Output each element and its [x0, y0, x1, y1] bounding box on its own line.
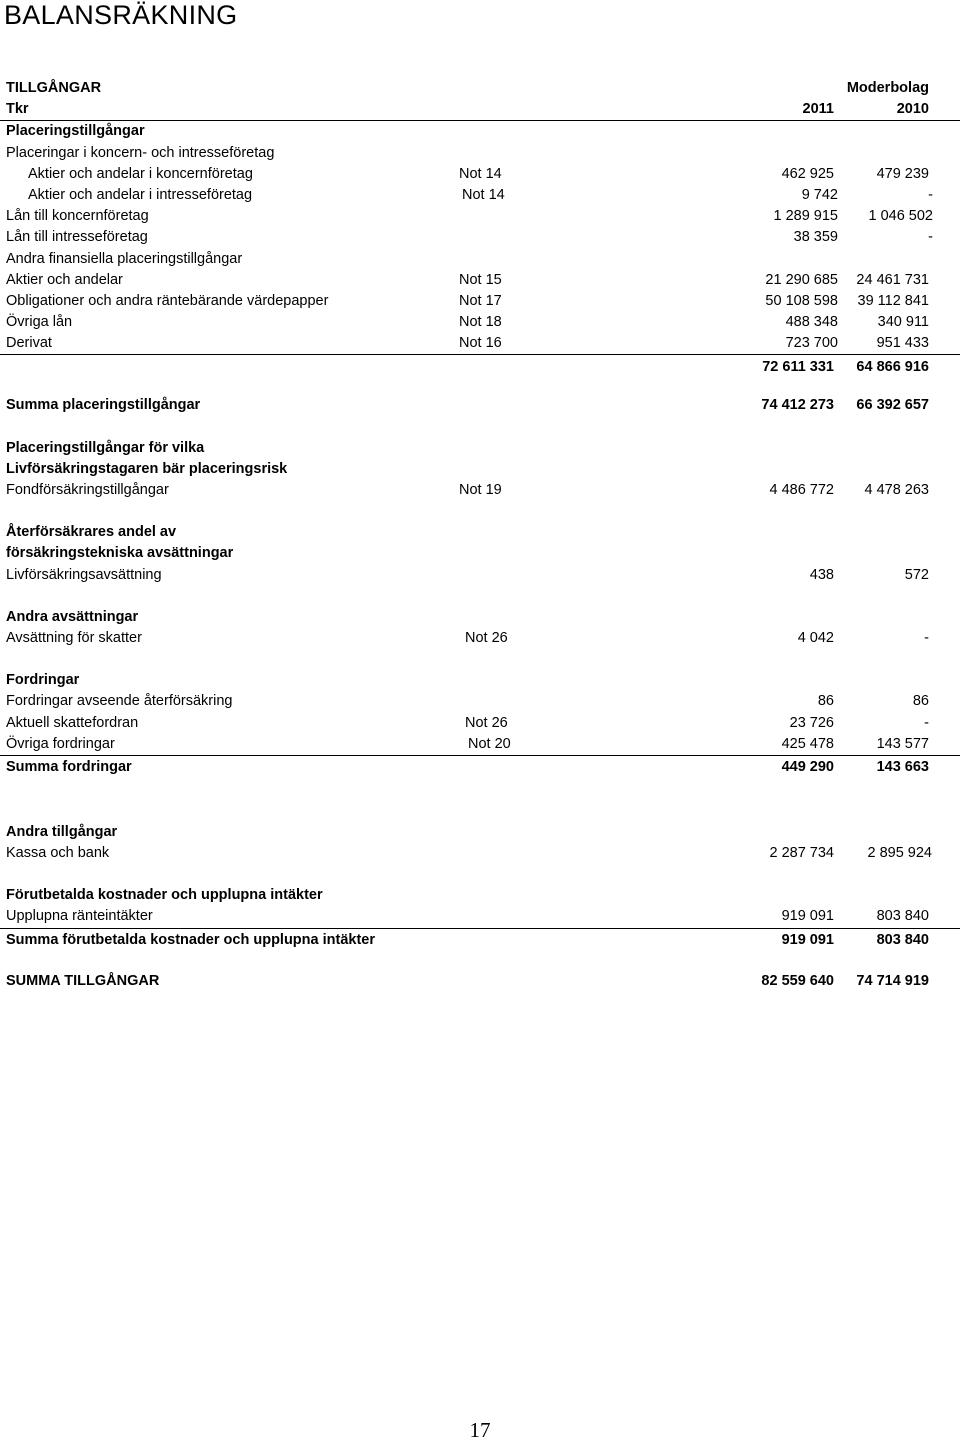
value-2011: 4 486 772	[769, 482, 834, 498]
value-2010: -	[924, 629, 929, 646]
table-row	[0, 713, 960, 734]
value-2011: 1 289 915	[773, 208, 838, 225]
subtotal-row	[0, 355, 960, 379]
section-heading: TILLGÅNGAR	[6, 80, 102, 96]
row-label: Obligationer och andra räntebärande värdepapper	[6, 292, 329, 309]
table-row	[0, 333, 960, 355]
note-reference: Not 14	[459, 165, 502, 182]
total-row	[0, 395, 960, 416]
table-row	[0, 227, 960, 248]
value-2011: 23 726	[789, 714, 834, 731]
value-2010: 39 112 841	[857, 292, 929, 309]
total-row	[0, 929, 960, 953]
row-label: Övriga lån	[6, 314, 73, 331]
table-row	[0, 185, 960, 206]
table-row	[0, 291, 960, 312]
company-heading: Moderbolag	[846, 80, 929, 96]
group-heading	[0, 670, 960, 691]
row-label: Summa fordringar	[6, 758, 132, 775]
row-label: Fordringar avseende återförsäkring	[6, 693, 233, 710]
value-2010: 803 840	[876, 908, 929, 925]
subgroup-heading	[0, 249, 960, 270]
table-row	[0, 691, 960, 712]
row-label: Upplupna ränteintäkter	[6, 908, 153, 925]
value-2011: 4 042	[797, 629, 834, 646]
table-row	[0, 843, 960, 864]
value-2010: 4 478 263	[864, 482, 929, 498]
total-2011: 74 412 273	[761, 397, 834, 414]
value-2010: 143 577	[876, 735, 929, 752]
row-label: Placeringstillgångar för vilka	[6, 439, 205, 456]
table-row	[0, 480, 960, 501]
row-label: Aktuell skattefordran	[6, 714, 139, 731]
balance-sheet-table	[0, 78, 960, 992]
note-reference: Not 18	[459, 314, 502, 331]
year-2010-heading: 2010	[896, 101, 929, 118]
row-label: Lån till koncernföretag	[6, 208, 149, 225]
total-2011: 449 290	[781, 758, 834, 775]
row-label: Aktier och andelar i intresseföretag	[28, 186, 253, 203]
table-row	[0, 164, 960, 185]
row-label: Övriga fordringar	[6, 735, 115, 752]
value-2011: 462 925	[781, 165, 834, 182]
total-2010: 803 840	[876, 931, 929, 948]
row-label: Livförsäkringstagaren bär placeringsrisk	[6, 460, 288, 477]
header-row-years	[0, 99, 960, 121]
group-heading	[0, 607, 960, 628]
table-row	[0, 906, 960, 928]
value-2010: 951 433	[876, 335, 929, 352]
value-2010: -	[928, 229, 933, 246]
row-label: Placeringar i koncern- och intresseföretag	[6, 144, 275, 161]
row-label: Derivat	[6, 335, 52, 352]
subgroup-heading	[0, 143, 960, 164]
group-heading	[0, 121, 960, 142]
group-heading	[0, 543, 960, 564]
value-2010: -	[924, 714, 929, 731]
row-label: Återförsäkrares andel av	[6, 524, 177, 541]
grand-total-row	[0, 971, 960, 992]
total-2011: 919 091	[781, 931, 834, 948]
row-label: Livförsäkringsavsättning	[6, 566, 162, 583]
table-row	[0, 270, 960, 291]
row-label: Förutbetalda kostnader och upplupna intäkter	[6, 887, 323, 904]
subtotal-2011: 72 611 331	[762, 359, 834, 376]
value-2010: 24 461 731	[856, 271, 929, 288]
note-reference: Not 19	[459, 482, 502, 498]
value-2011: 488 348	[785, 314, 838, 331]
grand-total-2011: 82 559 640	[761, 972, 834, 989]
table-row	[0, 206, 960, 227]
value-2010: 2 895 924	[867, 845, 932, 862]
row-label: Fordringar	[6, 672, 80, 689]
row-label: Summa placeringstillgångar	[6, 397, 201, 414]
group-heading	[0, 885, 960, 906]
value-2010: 479 239	[876, 165, 929, 182]
row-label: försäkringstekniska avsättningar	[6, 545, 234, 562]
note-reference: Not 20	[468, 735, 511, 752]
table-row	[0, 734, 960, 756]
note-reference: Not 14	[462, 186, 505, 203]
row-label: Fondförsäkringstillgångar	[6, 482, 169, 498]
value-2010: 86	[912, 693, 929, 710]
row-label: Andra tillgångar	[6, 823, 118, 840]
page-number: 17	[469, 1418, 491, 1442]
value-2010: 572	[904, 566, 929, 583]
total-2010: 66 392 657	[856, 397, 929, 414]
value-2011: 86	[817, 693, 834, 710]
value-2011: 21 290 685	[765, 271, 838, 288]
row-label: Summa förutbetalda kostnader och upplupna intäkter	[6, 931, 375, 948]
row-label: Andra avsättningar	[6, 608, 139, 625]
value-2010: 340 911	[877, 314, 929, 331]
group-heading	[0, 822, 960, 843]
note-reference: Not 26	[465, 714, 508, 731]
row-label: Andra finansiella placeringstillgångar	[6, 250, 243, 267]
note-reference: Not 15	[459, 271, 502, 288]
header-row-section	[0, 78, 960, 99]
total-2010: 143 663	[876, 758, 929, 775]
table-row	[0, 312, 960, 333]
value-2011: 9 742	[801, 186, 838, 203]
row-label: Avsättning för skatter	[6, 629, 142, 646]
group-heading	[0, 438, 960, 459]
year-2011-heading: 2011	[802, 101, 834, 118]
note-reference: Not 26	[465, 629, 508, 646]
row-label: SUMMA TILLGÅNGAR	[6, 972, 160, 989]
subtotal-2010: 64 866 916	[856, 359, 929, 376]
value-2011: 438	[809, 566, 834, 583]
total-row	[0, 756, 960, 780]
table-row	[0, 628, 960, 649]
value-2011: 38 359	[793, 229, 838, 246]
note-reference: Not 17	[459, 292, 502, 309]
value-2011: 50 108 598	[765, 292, 838, 309]
value-2011: 919 091	[781, 908, 834, 925]
row-label: Kassa och bank	[6, 845, 110, 862]
value-2010: -	[928, 186, 933, 203]
page-title: BALANSRÄKNING	[4, 0, 238, 30]
note-reference: Not 16	[459, 335, 502, 352]
row-label: Placeringstillgångar	[6, 123, 145, 140]
row-label: Lån till intresseföretag	[6, 229, 148, 246]
value-2010: 1 046 502	[868, 208, 933, 225]
group-heading	[0, 459, 960, 480]
value-2011: 425 478	[781, 735, 834, 752]
value-2011: 723 700	[785, 335, 838, 352]
row-label: Aktier och andelar i koncernföretag	[28, 165, 253, 182]
value-2011: 2 287 734	[769, 845, 834, 862]
unit-label: Tkr	[6, 101, 29, 118]
grand-total-2010: 74 714 919	[856, 972, 929, 989]
row-label: Aktier och andelar	[6, 271, 123, 288]
table-row	[0, 565, 960, 586]
group-heading	[0, 522, 960, 543]
